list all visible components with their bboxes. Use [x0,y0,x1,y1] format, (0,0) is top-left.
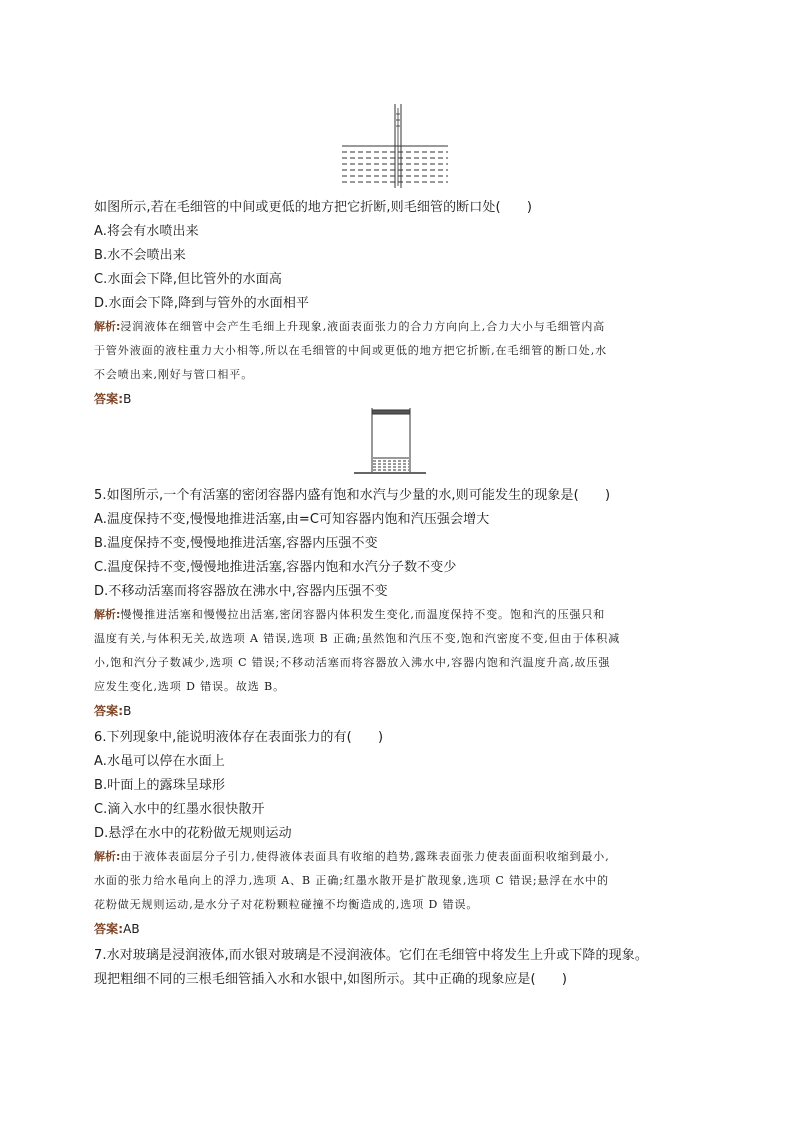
q5-analysis-line-2: 温度有关,与体积无关,故选项 A 错误,选项 B 正确;虽然饱和汽压不变,饱和汽密度不变,但由于体积减 [94,632,621,645]
piston-container-figure [350,406,430,480]
q6-analysis-line-1 [94,848,610,864]
q4-option-d: D.水面会下降,降到与管外的水面相平 [94,296,310,311]
q6-stem: 6.下列现象中,能说明液体存在表面张力的有( ) [94,730,384,745]
analysis-label: 解析: [94,608,121,621]
answer-value: B [123,704,132,718]
q5-option-c: C.温度保持不变,慢慢地推进活塞,容器内饱和水汽分子数不变少 [94,560,457,575]
q4-answer [94,390,131,407]
analysis-label: 解析: [94,320,121,333]
q7-stem-line-2: 现把粗细不同的三根毛细管插入水和水银中,如图所示。其中正确的现象应是( ) [94,972,568,987]
q5-analysis-line-3: 小,饱和汽分子数减少,选项 C 错误;不移动活塞而将容器放入沸水中,容器内饱和汽温度升高,故压强 [94,656,611,669]
q5-option-b: B.温度保持不变,慢慢地推进活塞,容器内压强不变 [94,536,378,551]
q6-answer [94,920,140,937]
q5-answer [94,702,131,719]
q6-option-b: B.叶面上的露珠呈球形 [94,778,226,793]
analysis-text: 慢慢推进活塞和慢慢拉出活塞,密闭容器内体积发生变化,而温度保持不变。饱和汽的压强只和 [120,608,606,621]
q6-analysis-line-3: 花粉做无规则运动,是水分子对花粉颗粒碰撞不均衡造成的,选项 D 错误。 [94,898,479,911]
q5-analysis-line-4: 应发生变化,选项 D 错误。故选 B。 [94,680,285,693]
answer-label: 答案: [94,704,124,718]
q6-option-a: A.水黾可以停在水面上 [94,754,225,769]
q5-option-d: D.不移动活塞而将容器放在沸水中,容器内压强不变 [94,584,388,599]
answer-label: 答案: [94,922,124,936]
q4-option-c: C.水面会下降,但比管外的水面高 [94,272,282,287]
q4-option-b: B.水不会喷出来 [94,248,186,263]
q5-option-a: A.温度保持不变,慢慢地推进活塞,由=C可知容器内饱和汽压强会增大 [94,512,490,527]
q7-stem-line-1: 7.水对玻璃是浸润液体,而水银对玻璃是不浸润液体。它们在毛细管中将发生上升或下降的现象。 [94,948,648,963]
capillary-tube-figure [338,100,454,190]
q5-analysis-line-1 [94,606,605,622]
q4-analysis-line-2: 于管外液面的液柱重力大小相等,所以在毛细管的中间或更低的地方把它折断,在毛细管的断口处,水 [94,344,607,357]
answer-label: 答案: [94,392,124,406]
q4-analysis-line-3: 不会喷出来,刚好与管口相平。 [94,368,254,381]
analysis-label: 解析: [94,850,121,863]
q6-option-c: C.滴入水中的红墨水很快散开 [94,802,265,817]
q4-analysis-line-1 [94,318,605,334]
analysis-text: 由于液体表面层分子引力,使得液体表面具有收缩的趋势,露珠表面张力使表面面积收缩到最小, [120,850,610,863]
q6-analysis-line-2: 水面的张力给水黾向上的浮力,选项 A、B 正确;红墨水散开是扩散现象,选项 C 错误;悬浮在水中的 [94,874,609,887]
q5-stem: 5.如图所示,一个有活塞的密闭容器内盛有饱和水汽与少量的水,则可能发生的现象是( ) [94,488,611,503]
answer-value: B [123,392,132,406]
analysis-text: 浸润液体在细管中会产生毛细上升现象,液面表面张力的合力方向向上,合力大小与毛细管内高 [120,320,606,333]
answer-value: AB [123,922,140,936]
q6-option-d: D.悬浮在水中的花粉做无规则运动 [94,826,292,841]
q4-option-a: A.将会有水喷出来 [94,224,199,239]
q4-stem: 如图所示,若在毛细管的中间或更低的地方把它折断,则毛细管的断口处( ) [94,200,533,215]
